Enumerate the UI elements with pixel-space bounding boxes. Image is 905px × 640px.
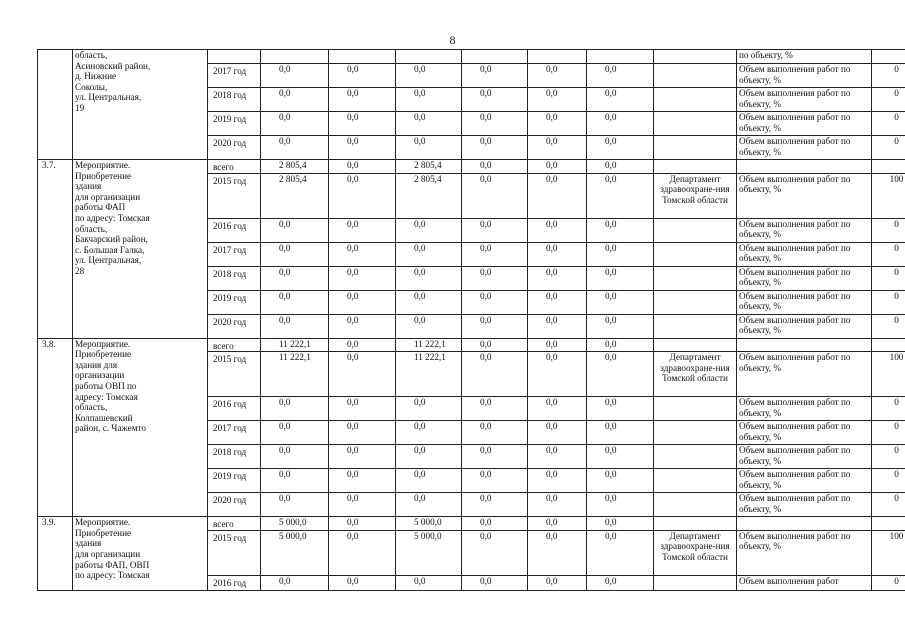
executor-cell	[654, 160, 737, 174]
period-cell: 2019 год	[208, 112, 261, 136]
table-row	[38, 338, 905, 352]
amount-cell: 0,0	[261, 64, 329, 88]
amount-cell: 0,0	[396, 314, 462, 338]
indicator-cell: Объем выполнения работ по объекту, %	[737, 397, 872, 421]
amount-cell: 0,0	[261, 136, 329, 160]
period-cell: 2016 год	[208, 218, 261, 242]
amount-cell: 0,0	[528, 338, 587, 352]
indicator-cell: Объем выполнения работ	[737, 575, 872, 590]
amount-cell: 0,0	[261, 445, 329, 469]
amount-cell: 0,0	[329, 575, 396, 590]
target-value-cell: 0	[872, 469, 905, 493]
target-value-cell: 0	[872, 112, 905, 136]
activity-description: Мероприятие. Приобретение здания для организации работы ФАП, ОВП по адресу: Томская	[73, 517, 208, 591]
amount-cell: 0,0	[587, 160, 654, 174]
executor-cell	[654, 50, 737, 64]
amount-cell: 0,0	[528, 397, 587, 421]
amount-cell: 0,0	[587, 517, 654, 531]
amount-cell	[587, 50, 654, 64]
amount-cell: 0,0	[528, 290, 587, 314]
amount-cell: 0,0	[329, 64, 396, 88]
amount-cell: 0,0	[329, 421, 396, 445]
amount-cell: 0,0	[329, 218, 396, 242]
period-cell: 2016 год	[208, 575, 261, 590]
table-row	[38, 517, 905, 531]
amount-cell: 0,0	[587, 266, 654, 290]
amount-cell: 0,0	[528, 517, 587, 531]
executor-cell	[654, 493, 737, 517]
period-cell: 2019 год	[208, 469, 261, 493]
executor-cell	[654, 517, 737, 531]
amount-cell: 0,0	[329, 290, 396, 314]
executor-cell: Департамент здравоохране-ния Томской области	[654, 352, 737, 397]
period-cell: 2018 год	[208, 88, 261, 112]
amount-cell: 0,0	[462, 173, 528, 218]
amount-cell: 0,0	[329, 338, 396, 352]
target-value-cell	[872, 338, 905, 352]
item-number	[38, 50, 73, 160]
indicator-cell: Объем выполнения работ по объекту, %	[737, 266, 872, 290]
indicator-cell: Объем выполнения работ по объекту, %	[737, 469, 872, 493]
period-cell: всего	[208, 338, 261, 352]
amount-cell: 0,0	[261, 575, 329, 590]
period-cell: 2019 год	[208, 290, 261, 314]
amount-cell: 0,0	[396, 421, 462, 445]
indicator-cell: Объем выполнения работ по объекту, %	[737, 352, 872, 397]
executor-cell	[654, 266, 737, 290]
amount-cell: 0,0	[261, 421, 329, 445]
target-value-cell: 100	[872, 173, 905, 218]
amount-cell: 0,0	[587, 242, 654, 266]
amount-cell: 0,0	[261, 469, 329, 493]
amount-cell: 0,0	[528, 218, 587, 242]
executor-cell	[654, 88, 737, 112]
target-value-cell: 0	[872, 218, 905, 242]
activity-description: Мероприятие. Приобретение здания для организации работы ФАП по адресу: Томская область, Бакчарский район, с. Большая Галка, ул. Центральная, 28	[73, 160, 208, 339]
target-value-cell	[872, 50, 905, 64]
executor-cell	[654, 242, 737, 266]
amount-cell: 5 000,0	[396, 530, 462, 575]
amount-cell: 0,0	[396, 242, 462, 266]
indicator-cell: Объем выполнения работ по объекту, %	[737, 242, 872, 266]
target-value-cell: 0	[872, 575, 905, 590]
period-cell: всего	[208, 517, 261, 531]
amount-cell: 0,0	[528, 575, 587, 590]
target-value-cell: 0	[872, 445, 905, 469]
amount-cell: 0,0	[329, 469, 396, 493]
amount-cell: 0,0	[587, 352, 654, 397]
indicator-cell	[737, 517, 872, 531]
indicator-cell: Объем выполнения работ по объекту, %	[737, 290, 872, 314]
executor-cell	[654, 290, 737, 314]
amount-cell: 0,0	[396, 64, 462, 88]
amount-cell: 2 805,4	[396, 173, 462, 218]
item-number: 3.8.	[38, 338, 73, 517]
amount-cell: 0,0	[587, 445, 654, 469]
amount-cell: 0,0	[528, 314, 587, 338]
amount-cell: 0,0	[329, 173, 396, 218]
period-cell: 2018 год	[208, 266, 261, 290]
target-value-cell: 0	[872, 64, 905, 88]
amount-cell: 0,0	[462, 242, 528, 266]
amount-cell: 0,0	[528, 64, 587, 88]
executor-cell	[654, 469, 737, 493]
amount-cell: 0,0	[462, 493, 528, 517]
target-value-cell	[872, 517, 905, 531]
amount-cell: 0,0	[528, 88, 587, 112]
amount-cell	[396, 50, 462, 64]
amount-cell: 0,0	[587, 421, 654, 445]
indicator-cell: Объем выполнения работ по объекту, %	[737, 445, 872, 469]
period-cell: 2020 год	[208, 314, 261, 338]
activity-description: область, Асиновский район, д. Нижние Соколы, ул. Центральная, 19	[73, 50, 208, 160]
executor-cell: Департамент здравоохране-ния Томской области	[654, 530, 737, 575]
amount-cell: 0,0	[462, 290, 528, 314]
target-value-cell: 0	[872, 421, 905, 445]
executor-cell	[654, 112, 737, 136]
amount-cell: 0,0	[396, 266, 462, 290]
amount-cell: 0,0	[396, 575, 462, 590]
amount-cell: 0,0	[462, 266, 528, 290]
amount-cell: 0,0	[396, 218, 462, 242]
amount-cell: 0,0	[587, 338, 654, 352]
amount-cell: 0,0	[462, 314, 528, 338]
amount-cell: 0,0	[462, 517, 528, 531]
target-value-cell: 0	[872, 136, 905, 160]
indicator-cell: Объем выполнения работ по объекту, %	[737, 314, 872, 338]
target-value-cell: 0	[872, 314, 905, 338]
amount-cell: 0,0	[329, 352, 396, 397]
amount-cell: 0,0	[587, 290, 654, 314]
amount-cell: 2 805,4	[261, 173, 329, 218]
amount-cell: 0,0	[587, 136, 654, 160]
table-row	[38, 160, 905, 174]
amount-cell: 0,0	[329, 445, 396, 469]
program-table	[37, 49, 905, 591]
target-value-cell: 100	[872, 530, 905, 575]
period-cell: 2020 год	[208, 136, 261, 160]
indicator-cell: по объекту, %	[737, 50, 872, 64]
amount-cell: 0,0	[587, 112, 654, 136]
indicator-cell: Объем выполнения работ по объекту, %	[737, 112, 872, 136]
executor-cell: Департамент здравоохране-ния Томской области	[654, 173, 737, 218]
target-value-cell: 100	[872, 352, 905, 397]
period-cell: 2018 год	[208, 445, 261, 469]
target-value-cell: 0	[872, 493, 905, 517]
executor-cell	[654, 397, 737, 421]
amount-cell: 5 000,0	[396, 517, 462, 531]
indicator-cell: Объем выполнения работ по объекту, %	[737, 218, 872, 242]
amount-cell: 2 805,4	[261, 160, 329, 174]
period-cell: 2015 год	[208, 173, 261, 218]
amount-cell: 0,0	[329, 397, 396, 421]
indicator-cell	[737, 338, 872, 352]
executor-cell	[654, 136, 737, 160]
target-value-cell: 0	[872, 242, 905, 266]
amount-cell: 0,0	[261, 493, 329, 517]
amount-cell: 0,0	[462, 352, 528, 397]
amount-cell: 0,0	[396, 469, 462, 493]
amount-cell: 0,0	[261, 112, 329, 136]
target-value-cell: 0	[872, 397, 905, 421]
period-cell	[208, 50, 261, 64]
amount-cell: 0,0	[462, 338, 528, 352]
amount-cell: 11 222,1	[261, 338, 329, 352]
amount-cell: 0,0	[261, 242, 329, 266]
amount-cell: 11 222,1	[261, 352, 329, 397]
amount-cell: 0,0	[329, 112, 396, 136]
amount-cell: 0,0	[396, 136, 462, 160]
amount-cell: 0,0	[462, 136, 528, 160]
executor-cell	[654, 338, 737, 352]
amount-cell: 0,0	[329, 242, 396, 266]
amount-cell: 0,0	[329, 517, 396, 531]
period-cell: 2015 год	[208, 352, 261, 397]
amount-cell: 0,0	[462, 64, 528, 88]
amount-cell: 0,0	[528, 136, 587, 160]
amount-cell: 0,0	[528, 112, 587, 136]
amount-cell: 0,0	[462, 397, 528, 421]
amount-cell: 0,0	[587, 575, 654, 590]
amount-cell: 0,0	[528, 352, 587, 397]
amount-cell: 0,0	[462, 530, 528, 575]
amount-cell: 0,0	[396, 112, 462, 136]
amount-cell	[462, 50, 528, 64]
amount-cell: 2 805,4	[396, 160, 462, 174]
amount-cell: 11 222,1	[396, 352, 462, 397]
amount-cell: 0,0	[396, 445, 462, 469]
amount-cell: 0,0	[329, 136, 396, 160]
indicator-cell: Объем выполнения работ по объекту, %	[737, 88, 872, 112]
executor-cell	[654, 575, 737, 590]
amount-cell: 0,0	[587, 218, 654, 242]
period-cell: 2020 год	[208, 493, 261, 517]
amount-cell: 0,0	[528, 469, 587, 493]
amount-cell	[528, 50, 587, 64]
amount-cell: 5 000,0	[261, 530, 329, 575]
indicator-cell: Объем выполнения работ по объекту, %	[737, 421, 872, 445]
amount-cell: 0,0	[528, 173, 587, 218]
amount-cell: 0,0	[462, 88, 528, 112]
period-cell: 2017 год	[208, 242, 261, 266]
period-cell: 2017 год	[208, 421, 261, 445]
amount-cell: 0,0	[587, 397, 654, 421]
amount-cell: 0,0	[528, 493, 587, 517]
amount-cell: 0,0	[587, 88, 654, 112]
period-cell: 2016 год	[208, 397, 261, 421]
table-row	[38, 50, 905, 64]
amount-cell: 5 000,0	[261, 517, 329, 531]
indicator-cell: Объем выполнения работ по объекту, %	[737, 64, 872, 88]
amount-cell: 0,0	[587, 469, 654, 493]
amount-cell: 0,0	[261, 266, 329, 290]
amount-cell: 0,0	[528, 421, 587, 445]
indicator-cell: Объем выполнения работ по объекту, %	[737, 530, 872, 575]
indicator-cell: Объем выполнения работ по объекту, %	[737, 493, 872, 517]
amount-cell: 0,0	[462, 445, 528, 469]
executor-cell	[654, 314, 737, 338]
amount-cell: 0,0	[329, 530, 396, 575]
amount-cell: 0,0	[329, 160, 396, 174]
target-value-cell: 0	[872, 266, 905, 290]
amount-cell: 0,0	[261, 314, 329, 338]
item-number: 3.7.	[38, 160, 73, 339]
amount-cell: 0,0	[329, 493, 396, 517]
period-cell: 2015 год	[208, 530, 261, 575]
amount-cell: 0,0	[462, 421, 528, 445]
amount-cell: 0,0	[462, 469, 528, 493]
amount-cell: 0,0	[261, 290, 329, 314]
amount-cell: 0,0	[587, 530, 654, 575]
indicator-cell	[737, 160, 872, 174]
amount-cell: 0,0	[462, 160, 528, 174]
amount-cell: 0,0	[462, 112, 528, 136]
target-value-cell: 0	[872, 88, 905, 112]
amount-cell: 0,0	[587, 64, 654, 88]
amount-cell: 0,0	[396, 397, 462, 421]
target-value-cell	[872, 160, 905, 174]
activity-description: Мероприятие. Приобретение здания для организации работы ОВП по адресу: Томская область, Колпашевский район, с. Чажемто	[73, 338, 208, 517]
target-value-cell: 0	[872, 290, 905, 314]
item-number: 3.9.	[38, 517, 73, 591]
amount-cell: 0,0	[528, 242, 587, 266]
executor-cell	[654, 445, 737, 469]
amount-cell: 0,0	[261, 397, 329, 421]
amount-cell: 0,0	[528, 530, 587, 575]
amount-cell: 0,0	[396, 493, 462, 517]
executor-cell	[654, 421, 737, 445]
amount-cell: 0,0	[329, 88, 396, 112]
period-cell: всего	[208, 160, 261, 174]
amount-cell: 0,0	[528, 160, 587, 174]
executor-cell	[654, 64, 737, 88]
amount-cell: 0,0	[587, 493, 654, 517]
amount-cell: 0,0	[396, 290, 462, 314]
amount-cell: 0,0	[261, 88, 329, 112]
amount-cell: 0,0	[396, 88, 462, 112]
amount-cell: 11 222,1	[396, 338, 462, 352]
amount-cell: 0,0	[462, 575, 528, 590]
amount-cell: 0,0	[528, 445, 587, 469]
amount-cell: 0,0	[587, 314, 654, 338]
amount-cell: 0,0	[261, 218, 329, 242]
indicator-cell: Объем выполнения работ по объекту, %	[737, 173, 872, 218]
amount-cell: 0,0	[528, 266, 587, 290]
amount-cell: 0,0	[329, 314, 396, 338]
indicator-cell: Объем выполнения работ по объекту, %	[737, 136, 872, 160]
amount-cell: 0,0	[462, 218, 528, 242]
period-cell: 2017 год	[208, 64, 261, 88]
amount-cell: 0,0	[329, 266, 396, 290]
amount-cell: 0,0	[587, 173, 654, 218]
amount-cell	[329, 50, 396, 64]
page-number: 8	[449, 33, 456, 47]
amount-cell	[261, 50, 329, 64]
executor-cell	[654, 218, 737, 242]
